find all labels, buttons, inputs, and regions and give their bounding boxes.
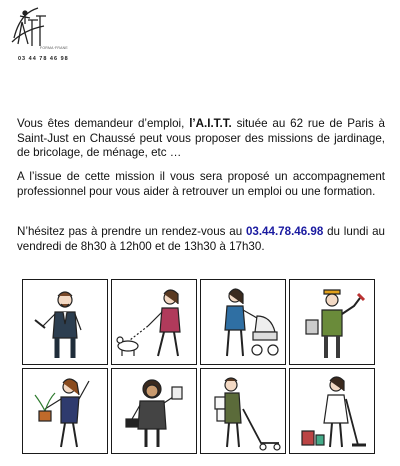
woman-with-plant-icon bbox=[22, 368, 108, 454]
woman-with-pram-icon bbox=[200, 279, 286, 365]
logo-caption: FORMA·FRANE bbox=[40, 46, 68, 50]
intro-paragraph bbox=[17, 117, 385, 161]
painter-icon bbox=[289, 279, 375, 365]
illustration-grid bbox=[22, 279, 378, 459]
contact-text-1: N’hésitez pas à prendre un rendez-vous au bbox=[17, 225, 246, 238]
contact-phone[interactable]: 03.44.78.46.98 bbox=[245, 225, 324, 238]
dog-walker-icon bbox=[111, 279, 197, 365]
cleaner-with-mop-icon bbox=[289, 368, 375, 454]
logo-phone: 03 44 78 46 98 bbox=[18, 56, 69, 62]
intro-text-2: située au 62 rue de Paris à Saint-Just en Chaussé peut vous proposer des missions de jardinage, de bricolage, de ménage, etc … bbox=[17, 117, 385, 160]
contact-text-2: du lundi au vendredi de 8h30 à 12h00 et de 13h30 à 17h30. bbox=[17, 225, 385, 253]
woman-with-tools-icon bbox=[111, 368, 197, 454]
man-with-trolley-icon bbox=[200, 368, 286, 454]
mission-paragraph: A l’issue de cette mission il vous sera proposé un accompagnement professionnel pour vous aider à retrouver un emploi ou une formation. bbox=[17, 170, 385, 198]
organization-name: l’A.I.T.T. bbox=[189, 117, 232, 130]
intro-text-1: Vous êtes demandeur d’emploi, bbox=[17, 117, 190, 130]
contact-paragraph bbox=[17, 225, 385, 254]
handyman-with-wrench-icon bbox=[22, 279, 108, 365]
